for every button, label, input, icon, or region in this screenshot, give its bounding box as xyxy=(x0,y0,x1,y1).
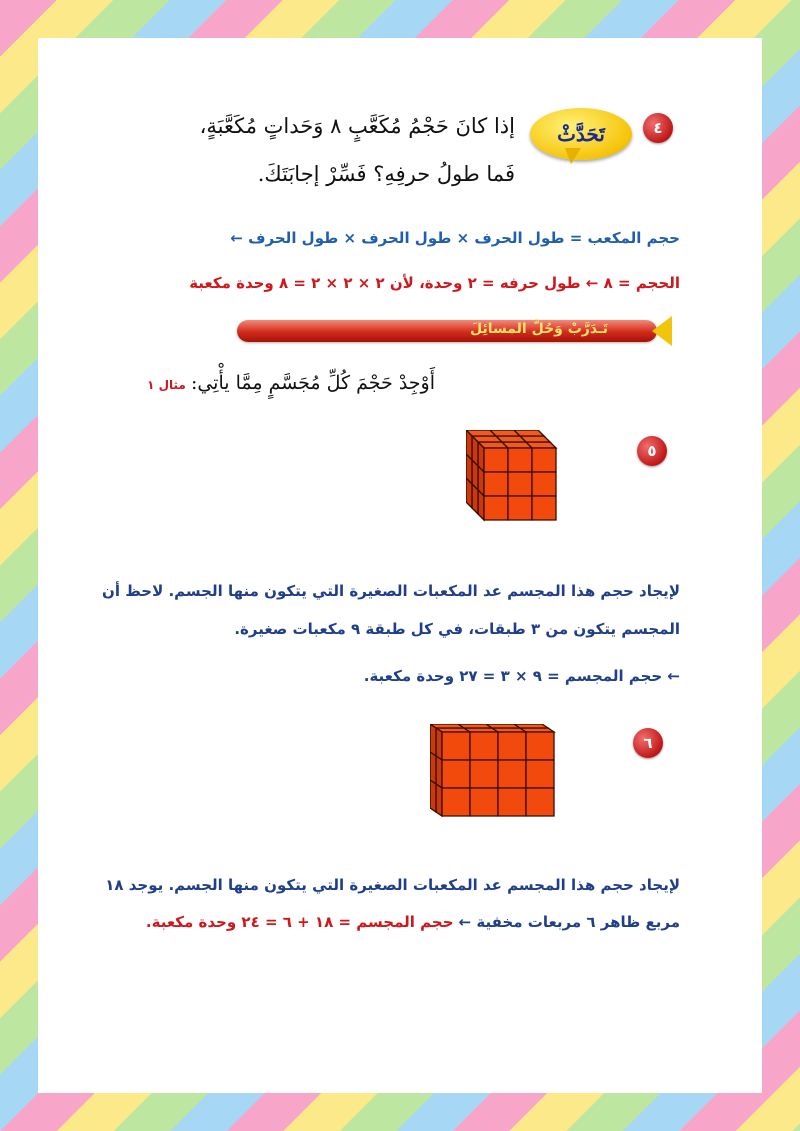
cube-front-cell xyxy=(526,788,554,816)
cube-side-cell xyxy=(430,724,436,756)
cube-front-cell xyxy=(508,448,532,472)
question-4-line-2: فَما طولُ حرفِهِ؟ فَسِّرْ إجابَتَكَ. xyxy=(257,162,515,186)
cube-figure-6 xyxy=(430,724,570,834)
q6-explanation-line-2 xyxy=(146,912,680,931)
cube-front-cell xyxy=(484,448,508,472)
section-banner-arrow xyxy=(652,316,672,346)
cube-side-cell xyxy=(436,756,442,788)
talk-badge-tail xyxy=(565,148,581,164)
q6-result: حجم المجسم = ١٨ + ٦ = ٢٤ وحدة مكعبة. xyxy=(145,913,454,931)
cube-side-cell xyxy=(436,728,442,760)
cube-front-cell xyxy=(498,788,526,816)
cube-front-cell xyxy=(526,732,554,760)
cube-top-cell xyxy=(520,436,550,442)
cube-front-cell xyxy=(532,496,556,520)
q5-result: ← حجم المجسم = ٩ × ٣ = ٢٧ وحدة مكعبة. xyxy=(363,667,680,685)
cube-front-cell xyxy=(508,496,532,520)
question-4-line-1: إذا كانَ حَجْمُ مُكَعَّبٍ ٨ وَحَداتٍ مُكَعَّبَةٍ، xyxy=(199,114,515,138)
cube-front-cell xyxy=(470,732,498,760)
cube-front-cell xyxy=(442,760,470,788)
section-title: تَـدَرَّبْ وَحُلَّ المسائِلَ xyxy=(470,321,608,337)
cube-front-cell xyxy=(470,788,498,816)
cube-side-cell xyxy=(466,478,472,508)
instruction xyxy=(147,372,435,394)
q6-hidden-squares-text: مربع ظاهر ٦ مربعات مخفية ← xyxy=(458,913,680,931)
cube-front-cell xyxy=(442,732,470,760)
cube-figure-5 xyxy=(466,430,578,530)
cube-side-cell xyxy=(430,780,436,812)
cube-front-cell xyxy=(470,760,498,788)
cube-side-cell xyxy=(472,484,478,514)
cube-top-cell xyxy=(514,430,544,436)
answer-4-formula: حجم المكعب = طول الحرف × طول الحرف × طول الحرف ← xyxy=(230,229,680,247)
example-ref: مثال ١ xyxy=(147,378,186,392)
talk-badge: تَحَدَّثْ xyxy=(530,108,632,160)
cube-front-cell xyxy=(532,472,556,496)
q5-explanation-line-2: المجسم يتكون من ٣ طبقات، في كل طبقة ٩ مكعبات صغيرة. xyxy=(234,620,680,638)
answer-4-result: الحجم = ٨ ← طول حرفه = ٢ وحدة، لأن ٢ × ٢ × ٢ = ٨ وحدة مكعبة xyxy=(189,274,680,292)
cube-front-cell xyxy=(498,760,526,788)
cube-front-cell xyxy=(442,788,470,816)
cube-front-cell xyxy=(484,472,508,496)
cube-front-cell xyxy=(484,496,508,520)
cube-top-cell xyxy=(514,724,548,728)
instruction-text: أَوْجِدْ حَجْمَ كُلِّ مُجَسَّمٍ مِمَّا يأْتِي: xyxy=(190,372,435,394)
question-number-4: ٤ xyxy=(643,113,673,143)
cube-side-cell xyxy=(430,752,436,784)
cube-front-cell xyxy=(498,732,526,760)
q5-explanation-line-1: لإيجاد حجم هذا المجسم عد المكعبات الصغيرة التي يتكون منها الجسم. لاحظ أن xyxy=(102,582,680,600)
q6-explanation-line-1: لإيجاد حجم هذا المجسم عد المكعبات الصغيرة التي يتكون منها الجسم. يوجد ١٨ xyxy=(105,876,680,894)
cube-front-cell xyxy=(532,448,556,472)
page xyxy=(38,38,762,1093)
cube-side-cell xyxy=(436,784,442,816)
cube-top-cell xyxy=(526,442,556,448)
question-number-5: ٥ xyxy=(637,436,667,466)
cube-side-cell xyxy=(478,490,484,520)
question-number-6: ٦ xyxy=(633,728,663,758)
cube-front-cell xyxy=(508,472,532,496)
cube-front-cell xyxy=(526,760,554,788)
